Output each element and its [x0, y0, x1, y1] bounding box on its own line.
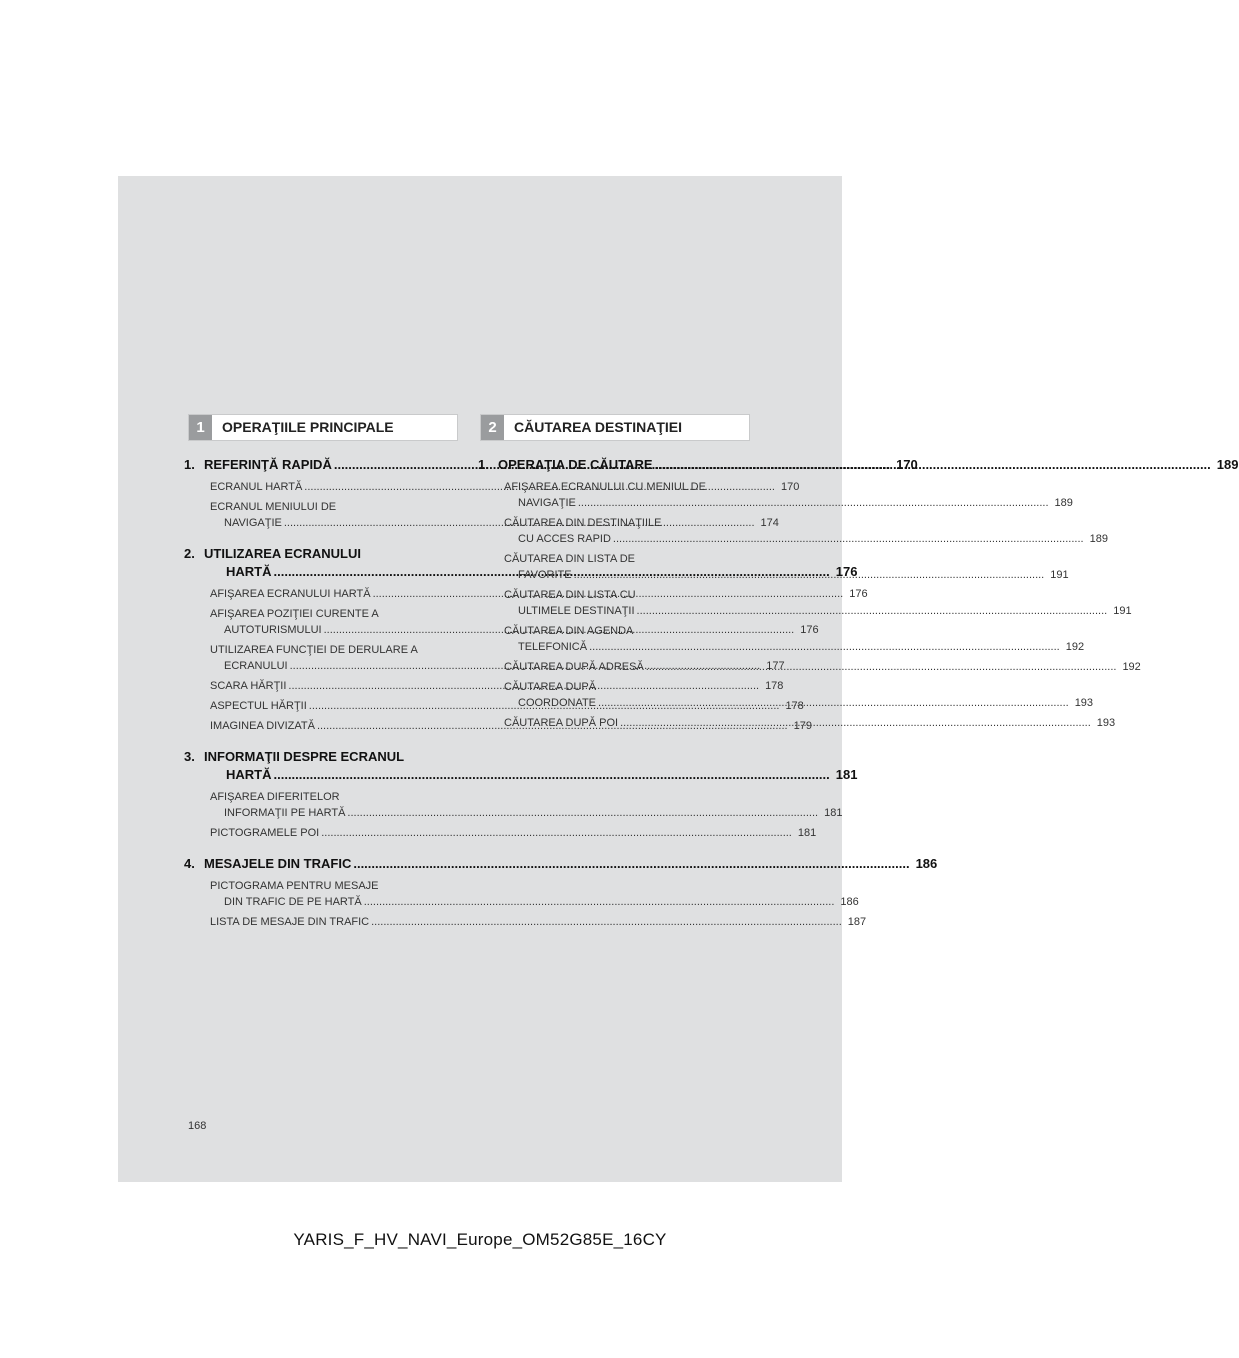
dot-leader — [574, 567, 1045, 583]
toc-entry-line: CĂUTAREA DIN LISTA DE — [504, 553, 636, 565]
toc-entry-row — [210, 805, 843, 821]
dot-leader — [353, 855, 909, 873]
chapter-title-line: UTILIZAREA ECRANULUI — [204, 546, 361, 561]
chapter-title-row — [204, 855, 937, 873]
toc-entry-line: ECRANUL MENIULUI DE — [210, 501, 337, 513]
chapter-number: 3. — [184, 749, 195, 764]
entry-text: CU ACCES RAPID — [518, 533, 611, 545]
entry-text: AFIŞAREA ECRANULUI HARTĂ — [210, 588, 371, 600]
toc-entry-line: CĂUTAREA DIN AGENDA — [504, 625, 634, 637]
entry-text: ASPECTUL HĂRŢII — [210, 700, 307, 712]
toc-entry — [210, 789, 843, 821]
chapter-number: 2. — [184, 546, 195, 561]
toc-entry-line: PICTOGRAMA PENTRU MESAJE — [210, 880, 379, 892]
entry-text: FAVORITE — [518, 569, 572, 581]
section-title: CĂUTAREA DESTINAŢIEI — [514, 419, 682, 435]
entry-text: HARTĂ — [226, 564, 272, 579]
dot-leader — [578, 495, 1049, 511]
page-ref: 186 — [840, 896, 859, 908]
chapter-title — [498, 456, 1239, 474]
entry-text: INFORMAŢII PE HARTĂ — [224, 807, 346, 819]
entry-text: LISTA DE MESAJE DIN TRAFIC — [210, 916, 370, 928]
toc-entry-row — [210, 914, 867, 930]
entry-text: SCARA HĂRŢII — [210, 680, 287, 692]
dot-leader — [655, 456, 1211, 474]
entry-text: NAVIGAŢIE — [518, 497, 576, 509]
toc-entry-line: AFIŞAREA DIFERITELOR — [210, 791, 340, 803]
toc-entry-list — [184, 878, 867, 930]
entry-text: MESAJELE DIN TRAFIC — [204, 856, 352, 871]
dot-leader — [347, 805, 818, 821]
dot-leader — [646, 659, 1117, 675]
page-ref: 187 — [847, 916, 867, 928]
chapter-title — [204, 748, 857, 784]
page-ref: 170 — [780, 481, 800, 493]
toc-entry — [210, 878, 859, 910]
page-ref: 189 — [1054, 497, 1073, 509]
entry-text: DIN TRAFIC DE PE HARTĂ — [224, 896, 362, 908]
entry-text: OPERAŢIA DE CĂUTARE — [498, 457, 653, 472]
dot-leader — [613, 531, 1084, 547]
toc-entry-list — [184, 789, 843, 841]
entry-text: AUTOTURISMULUI — [224, 624, 322, 636]
entry-text: NAVIGAŢIE — [224, 517, 282, 529]
toc-entry — [210, 825, 817, 841]
dot-leader — [589, 639, 1060, 655]
page-ref: 192 — [1065, 641, 1085, 653]
page-ref: 177 — [766, 660, 785, 672]
page-number: 168 — [188, 1120, 207, 1132]
toc-entry-row — [210, 894, 859, 910]
chapter-number: 4. — [184, 856, 195, 871]
page-ref: 193 — [1096, 717, 1116, 729]
toc-entry-line: AFIŞAREA ECRANULUI CU MENIUL DE — [504, 481, 706, 493]
page-ref: 176 — [835, 564, 858, 579]
page-ref: 178 — [765, 680, 784, 692]
page-ref: 191 — [1050, 569, 1069, 581]
page-ref: 181 — [797, 827, 817, 839]
toc-entry-line: CĂUTAREA DIN LISTA CU — [504, 589, 636, 601]
dot-leader — [598, 695, 1069, 711]
toc-entry-line: CĂUTAREA DUPĂ — [504, 681, 597, 693]
toc-entry-row — [504, 495, 1073, 511]
toc-entry-line: AFIŞAREA POZIŢIEI CURENTE A — [210, 608, 379, 620]
page-ref: 189 — [1216, 457, 1239, 472]
entry-text: PICTOGRAMELE POI — [210, 827, 320, 839]
page-ref: 176 — [849, 588, 868, 600]
entry-text: TELEFONICĂ — [518, 641, 588, 653]
toc-entry-line: CĂUTAREA DIN DESTINAŢIILE — [504, 517, 662, 529]
toc-entry-row — [504, 531, 1108, 547]
chapter-heading — [184, 855, 938, 873]
section-number-badge: 2 — [481, 415, 504, 440]
page-ref: 174 — [760, 517, 779, 529]
footer-document-code: YARIS_F_HV_NAVI_Europe_OM52G85E_16CY — [293, 1230, 667, 1249]
page-ref: 191 — [1113, 605, 1132, 617]
dot-leader — [637, 603, 1108, 619]
entry-text: ECRANUL HARTĂ — [210, 481, 303, 493]
page-ref: 192 — [1122, 661, 1141, 673]
chapter-title — [204, 855, 937, 873]
dot-leader — [364, 894, 835, 910]
chapter-heading — [184, 748, 858, 784]
toc-entry-row — [504, 639, 1085, 655]
page-ref: 170 — [896, 457, 918, 472]
toc-entry — [210, 914, 867, 930]
page-ref: 193 — [1074, 697, 1094, 709]
section-number-badge: 1 — [189, 415, 212, 440]
entry-text: REFERINŢĂ RAPIDĂ — [204, 457, 332, 472]
page-ref: 181 — [824, 807, 843, 819]
chapter-number: 1. — [478, 457, 489, 472]
section-header-1 — [188, 414, 458, 441]
entry-text: ULTIMELE DESTINAŢII — [518, 605, 635, 617]
chapter-title-line: INFORMAŢII DESPRE ECRANUL — [204, 749, 405, 764]
dot-leader — [371, 914, 842, 930]
chapter-title-row — [498, 456, 1239, 474]
page-ref: 181 — [835, 767, 858, 782]
toc-entry-row — [504, 603, 1132, 619]
dot-leader — [321, 825, 792, 841]
entry-text: CĂUTAREA DUPĂ POI — [504, 717, 619, 729]
chapter-title-row — [204, 766, 857, 784]
toc-entry-row — [210, 825, 817, 841]
entry-text: CĂUTAREA DUPĂ ADRESĂ — [504, 661, 644, 673]
entry-text: IMAGINEA DIVIZATĂ — [210, 720, 315, 732]
entry-text: ECRANULUI — [224, 660, 288, 672]
dot-leader — [274, 766, 830, 784]
entry-text: COORDONATE — [518, 697, 597, 709]
entry-text: HARTĂ — [226, 767, 272, 782]
chapter-number: 1. — [184, 457, 195, 472]
section-title: OPERAŢIILE PRINCIPALE — [222, 419, 394, 435]
section-header-2 — [480, 414, 750, 441]
dot-leader — [620, 715, 1091, 731]
page-ref: 189 — [1089, 533, 1108, 545]
page-ref: 179 — [793, 720, 812, 732]
page-ref: 186 — [915, 856, 938, 871]
page-ref: 178 — [785, 700, 804, 712]
toc-entry-line: UTILIZAREA FUNCŢIEI DE DERULARE A — [210, 644, 418, 656]
page-ref: 176 — [800, 624, 819, 636]
